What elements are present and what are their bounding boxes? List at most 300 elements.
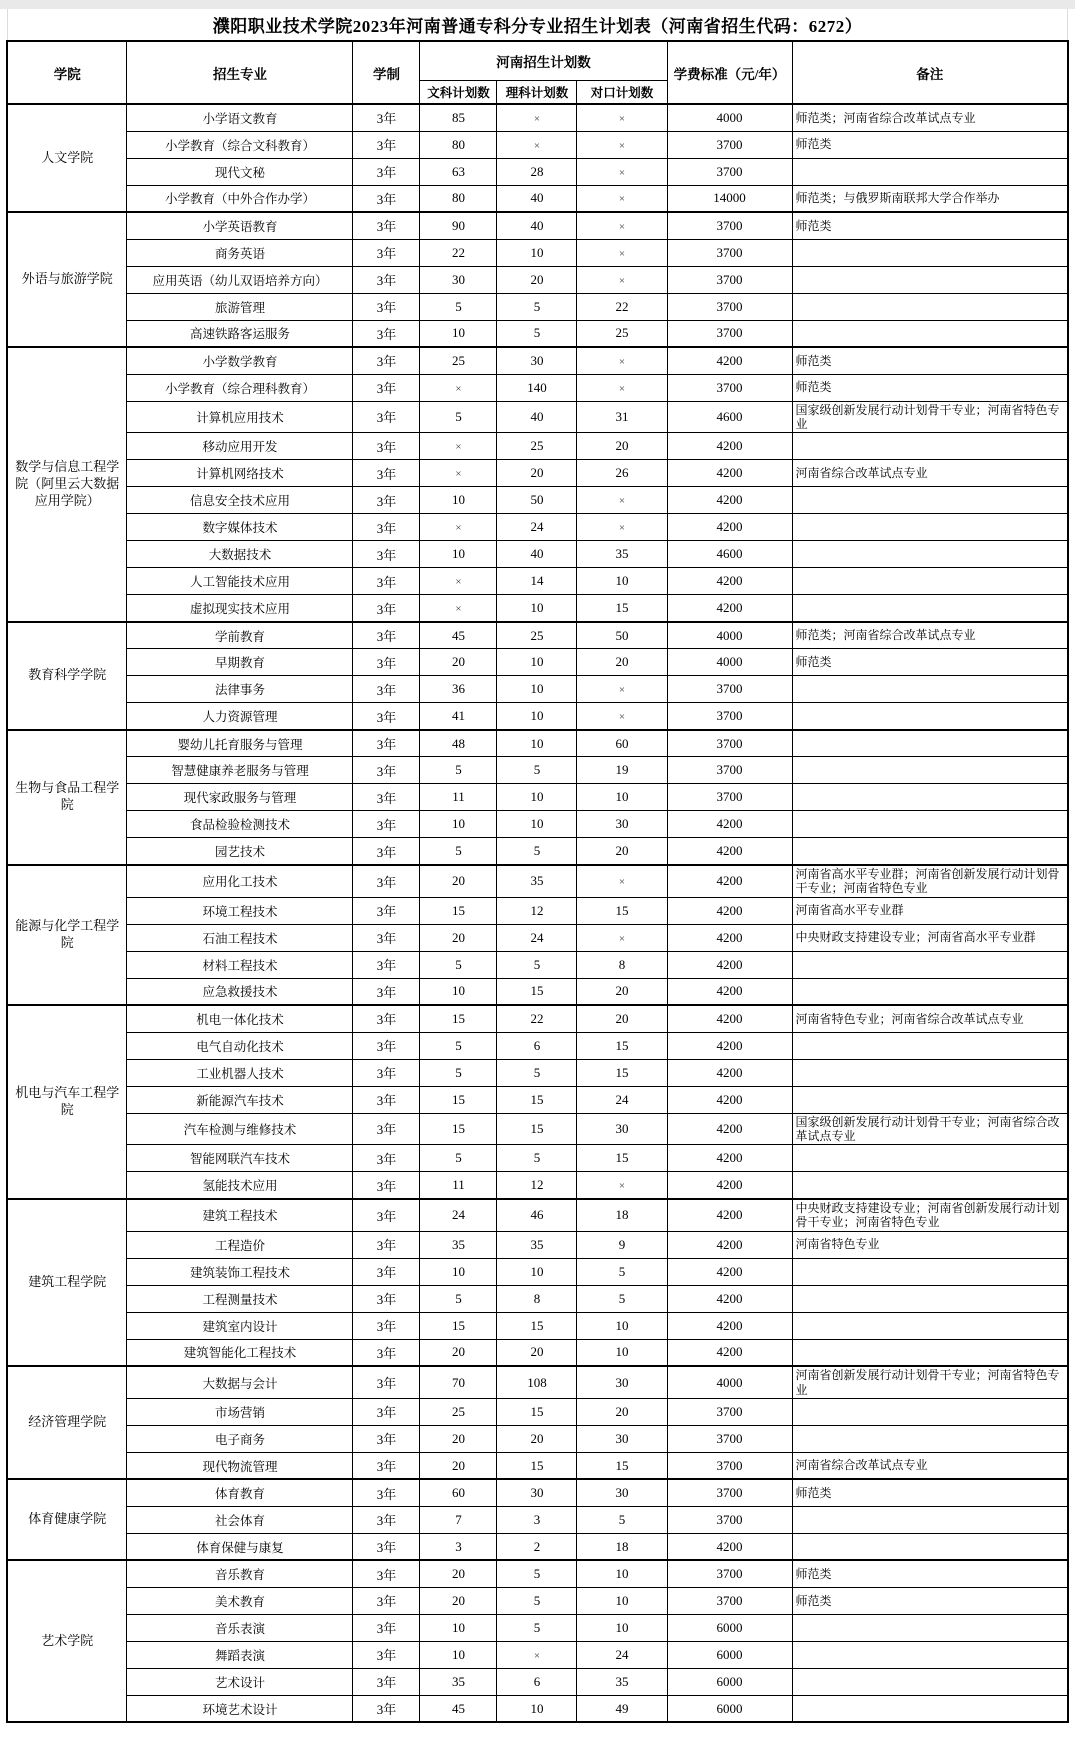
- counterpart-plan-cell: 5: [577, 1258, 667, 1285]
- x-mark: ×: [533, 112, 541, 125]
- counterpart-plan-cell: 30: [577, 811, 667, 838]
- science-plan-cell: [497, 1641, 577, 1668]
- counterpart-plan-cell: 8: [577, 951, 667, 978]
- tuition-cell: 3700: [667, 266, 792, 293]
- duration-cell: 3年: [353, 1231, 420, 1258]
- header-row-1: [7, 41, 1068, 80]
- duration-cell: 3年: [353, 595, 420, 622]
- duration-cell: 3年: [353, 838, 420, 865]
- liberal-plan-cell: 10: [420, 487, 497, 514]
- science-plan-cell: 40: [497, 212, 577, 239]
- remark-cell: 师范类: [792, 1587, 1068, 1614]
- tuition-cell: 4200: [667, 1533, 792, 1560]
- counterpart-plan-cell: 22: [577, 293, 667, 320]
- tuition-cell: 4200: [667, 595, 792, 622]
- liberal-plan-cell: 5: [420, 1285, 497, 1312]
- counterpart-plan-cell: [577, 104, 667, 131]
- x-mark: ×: [618, 711, 626, 724]
- table-row: [7, 239, 1068, 266]
- major-cell: 小学教育（综合理科教育）: [127, 374, 353, 401]
- science-plan-cell: 28: [497, 158, 577, 185]
- counterpart-plan-cell: [577, 131, 667, 158]
- liberal-plan-cell: 10: [420, 1614, 497, 1641]
- science-plan-cell: 15: [497, 1113, 577, 1145]
- science-plan-cell: 8: [497, 1285, 577, 1312]
- counterpart-plan-cell: [577, 374, 667, 401]
- x-mark: ×: [618, 932, 626, 945]
- science-plan-cell: 40: [497, 185, 577, 212]
- science-plan-cell: 10: [497, 703, 577, 730]
- top-strip: [0, 0, 1075, 9]
- remark-cell: [792, 514, 1068, 541]
- table-row: [7, 433, 1068, 460]
- remark-cell: 河南省创新发展行动计划骨干专业；河南省特色专业: [792, 1366, 1068, 1398]
- liberal-plan-cell: 5: [420, 1145, 497, 1172]
- x-mark: ×: [455, 522, 462, 535]
- duration-cell: 3年: [353, 1506, 420, 1533]
- x-mark: ×: [618, 382, 626, 395]
- science-plan-cell: 14: [497, 568, 577, 595]
- science-plan-cell: 40: [497, 401, 577, 433]
- duration-cell: 3年: [353, 757, 420, 784]
- table-row: [7, 1560, 1068, 1587]
- table-row: [7, 1059, 1068, 1086]
- liberal-plan-cell: 85: [420, 104, 497, 131]
- liberal-plan-cell: 30: [420, 266, 497, 293]
- table-row: [7, 1339, 1068, 1366]
- liberal-plan-cell: 22: [420, 239, 497, 266]
- table-row: [7, 104, 1068, 131]
- major-cell: 小学教育（综合文科教育）: [127, 131, 353, 158]
- table-row: [7, 865, 1068, 897]
- tuition-cell: 4200: [667, 1145, 792, 1172]
- table-row: [7, 811, 1068, 838]
- science-plan-cell: 140: [497, 374, 577, 401]
- table-row: [7, 1614, 1068, 1641]
- liberal-plan-cell: 20: [420, 649, 497, 676]
- table-row: [7, 622, 1068, 649]
- science-plan-cell: 5: [497, 1145, 577, 1172]
- science-plan-cell: 6: [497, 1668, 577, 1695]
- tuition-cell: 4200: [667, 897, 792, 924]
- table-row: [7, 266, 1068, 293]
- major-cell: 舞蹈表演: [127, 1641, 353, 1668]
- major-cell: 小学语文教育: [127, 104, 353, 131]
- duration-cell: 3年: [353, 730, 420, 757]
- page-title: 濮阳职业技术学院2023年河南普通专科分专业招生计划表（河南省招生代码：6272）: [7, 9, 1068, 40]
- college-cell: 人文学院: [7, 104, 127, 212]
- major-cell: 工业机器人技术: [127, 1059, 353, 1086]
- x-mark: ×: [455, 441, 462, 454]
- science-plan-cell: 20: [497, 1425, 577, 1452]
- major-cell: 现代文秘: [127, 158, 353, 185]
- major-cell: 大数据与会计: [127, 1366, 353, 1398]
- tuition-cell: 3700: [667, 676, 792, 703]
- remark-cell: [792, 541, 1068, 568]
- counterpart-plan-cell: [577, 865, 667, 897]
- tuition-cell: 3700: [667, 131, 792, 158]
- major-cell: 信息安全技术应用: [127, 487, 353, 514]
- duration-cell: 3年: [353, 401, 420, 433]
- tuition-cell: 3700: [667, 730, 792, 757]
- science-plan-cell: 10: [497, 730, 577, 757]
- tuition-cell: 3700: [667, 158, 792, 185]
- liberal-plan-cell: [420, 374, 497, 401]
- table-row: [7, 487, 1068, 514]
- counterpart-plan-cell: 10: [577, 784, 667, 811]
- major-cell: 石油工程技术: [127, 924, 353, 951]
- remark-cell: [792, 1145, 1068, 1172]
- tuition-cell: 4200: [667, 487, 792, 514]
- tuition-cell: 4200: [667, 1086, 792, 1113]
- table-row: [7, 1172, 1068, 1199]
- col-remarks: 备注: [792, 41, 1068, 104]
- duration-cell: 3年: [353, 104, 420, 131]
- remark-cell: [792, 239, 1068, 266]
- duration-cell: 3年: [353, 1005, 420, 1032]
- remark-cell: [792, 838, 1068, 865]
- counterpart-plan-cell: 50: [577, 622, 667, 649]
- tuition-cell: 6000: [667, 1668, 792, 1695]
- science-plan-cell: 5: [497, 838, 577, 865]
- table-row: [7, 978, 1068, 1005]
- table-row: [7, 951, 1068, 978]
- duration-cell: 3年: [353, 1172, 420, 1199]
- major-cell: 商务英语: [127, 239, 353, 266]
- liberal-plan-cell: [420, 595, 497, 622]
- remark-cell: 师范类；河南省综合改革试点专业: [792, 104, 1068, 131]
- remark-cell: [792, 1506, 1068, 1533]
- liberal-plan-cell: 5: [420, 293, 497, 320]
- counterpart-plan-cell: 30: [577, 1366, 667, 1398]
- x-mark: ×: [618, 684, 626, 697]
- duration-cell: 3年: [353, 433, 420, 460]
- liberal-plan-cell: 20: [420, 1560, 497, 1587]
- remark-cell: [792, 1425, 1068, 1452]
- science-plan-cell: 10: [497, 649, 577, 676]
- tuition-cell: 6000: [667, 1695, 792, 1722]
- liberal-plan-cell: 60: [420, 1479, 497, 1506]
- duration-cell: 3年: [353, 1258, 420, 1285]
- science-plan-cell: 10: [497, 1695, 577, 1722]
- table-row: [7, 131, 1068, 158]
- major-cell: 计算机应用技术: [127, 401, 353, 433]
- table-row: [7, 897, 1068, 924]
- counterpart-plan-cell: 18: [577, 1199, 667, 1231]
- tuition-cell: 6000: [667, 1614, 792, 1641]
- liberal-plan-cell: 48: [420, 730, 497, 757]
- tuition-cell: 4200: [667, 433, 792, 460]
- major-cell: 音乐表演: [127, 1614, 353, 1641]
- col-duration: 学制: [353, 41, 420, 104]
- liberal-plan-cell: 5: [420, 951, 497, 978]
- table-row: [7, 185, 1068, 212]
- counterpart-plan-cell: 25: [577, 320, 667, 347]
- liberal-plan-cell: 20: [420, 865, 497, 897]
- table-row: [7, 1452, 1068, 1479]
- table-row: [7, 212, 1068, 239]
- science-plan-cell: 10: [497, 595, 577, 622]
- science-plan-cell: 10: [497, 1258, 577, 1285]
- liberal-plan-cell: 10: [420, 320, 497, 347]
- science-plan-cell: 35: [497, 865, 577, 897]
- table-row: [7, 1231, 1068, 1258]
- x-mark: ×: [455, 576, 462, 589]
- major-cell: 体育保健与康复: [127, 1533, 353, 1560]
- remark-cell: 师范类: [792, 374, 1068, 401]
- tuition-cell: 3700: [667, 293, 792, 320]
- x-mark: ×: [455, 603, 462, 616]
- duration-cell: 3年: [353, 1587, 420, 1614]
- remark-cell: [792, 951, 1068, 978]
- remark-cell: 河南省高水平专业群；河南省创新发展行动计划骨干专业；河南省特色专业: [792, 865, 1068, 897]
- remark-cell: 国家级创新发展行动计划骨干专业；河南省综合改革试点专业: [792, 1113, 1068, 1145]
- x-mark: ×: [618, 112, 626, 125]
- counterpart-plan-cell: 35: [577, 541, 667, 568]
- science-plan-cell: 30: [497, 347, 577, 374]
- remark-cell: [792, 568, 1068, 595]
- remark-cell: [792, 784, 1068, 811]
- major-cell: 艺术设计: [127, 1668, 353, 1695]
- remark-cell: [792, 730, 1068, 757]
- remark-cell: [792, 1614, 1068, 1641]
- x-mark: ×: [533, 1649, 541, 1662]
- liberal-plan-cell: 35: [420, 1231, 497, 1258]
- science-plan-cell: [497, 104, 577, 131]
- table-row: [7, 838, 1068, 865]
- major-cell: 智能网联汽车技术: [127, 1145, 353, 1172]
- tuition-cell: 3700: [667, 757, 792, 784]
- remark-cell: 河南省高水平专业群: [792, 897, 1068, 924]
- counterpart-plan-cell: 15: [577, 1452, 667, 1479]
- remark-cell: 中央财政支持建设专业；河南省创新发展行动计划骨干专业；河南省特色专业: [792, 1199, 1068, 1231]
- table-row: [7, 1506, 1068, 1533]
- science-plan-cell: 25: [497, 622, 577, 649]
- liberal-plan-cell: 5: [420, 1059, 497, 1086]
- remark-cell: [792, 1641, 1068, 1668]
- table-row: [7, 1398, 1068, 1425]
- tuition-cell: 4000: [667, 622, 792, 649]
- col-liberal-plan: 文科计划数: [420, 80, 497, 104]
- science-plan-cell: [497, 131, 577, 158]
- major-cell: 早期教育: [127, 649, 353, 676]
- liberal-plan-cell: 36: [420, 676, 497, 703]
- liberal-plan-cell: 11: [420, 784, 497, 811]
- liberal-plan-cell: 7: [420, 1506, 497, 1533]
- counterpart-plan-cell: 10: [577, 1587, 667, 1614]
- major-cell: 建筑装饰工程技术: [127, 1258, 353, 1285]
- tuition-cell: 3700: [667, 1479, 792, 1506]
- tuition-cell: 4600: [667, 541, 792, 568]
- major-cell: 学前教育: [127, 622, 353, 649]
- counterpart-plan-cell: 20: [577, 649, 667, 676]
- col-henan-plan-group: 河南招生计划数: [420, 41, 667, 80]
- duration-cell: 3年: [353, 1285, 420, 1312]
- counterpart-plan-cell: 26: [577, 460, 667, 487]
- table-row: [7, 1425, 1068, 1452]
- tuition-cell: 3700: [667, 1425, 792, 1452]
- remark-cell: 河南省综合改革试点专业: [792, 1452, 1068, 1479]
- tuition-cell: 4600: [667, 401, 792, 433]
- tuition-cell: 4200: [667, 514, 792, 541]
- tuition-cell: 3700: [667, 1506, 792, 1533]
- liberal-plan-cell: 5: [420, 757, 497, 784]
- x-mark: ×: [618, 274, 626, 287]
- tuition-cell: 4200: [667, 1258, 792, 1285]
- x-mark: ×: [618, 1180, 626, 1193]
- table-row: [7, 514, 1068, 541]
- remark-cell: 国家级创新发展行动计划骨干专业；河南省特色专业: [792, 401, 1068, 433]
- tuition-cell: 4200: [667, 865, 792, 897]
- x-mark: ×: [455, 382, 462, 395]
- duration-cell: 3年: [353, 1479, 420, 1506]
- college-cell: 经济管理学院: [7, 1366, 127, 1479]
- duration-cell: 3年: [353, 924, 420, 951]
- major-cell: 旅游管理: [127, 293, 353, 320]
- tuition-cell: 3700: [667, 784, 792, 811]
- major-cell: 材料工程技术: [127, 951, 353, 978]
- science-plan-cell: 12: [497, 1172, 577, 1199]
- counterpart-plan-cell: 49: [577, 1695, 667, 1722]
- table-row: [7, 374, 1068, 401]
- major-cell: 机电一体化技术: [127, 1005, 353, 1032]
- counterpart-plan-cell: [577, 158, 667, 185]
- major-cell: 园艺技术: [127, 838, 353, 865]
- table-row: [7, 1005, 1068, 1032]
- tuition-cell: 4200: [667, 951, 792, 978]
- liberal-plan-cell: 90: [420, 212, 497, 239]
- liberal-plan-cell: 10: [420, 1641, 497, 1668]
- major-cell: 现代家政服务与管理: [127, 784, 353, 811]
- tuition-cell: 3700: [667, 239, 792, 266]
- college-cell: 数学与信息工程学院（阿里云大数据应用学院）: [7, 347, 127, 622]
- table-row: [7, 1113, 1068, 1145]
- major-cell: 市场营销: [127, 1398, 353, 1425]
- counterpart-plan-cell: 10: [577, 1614, 667, 1641]
- science-plan-cell: 2: [497, 1533, 577, 1560]
- tuition-cell: 4200: [667, 924, 792, 951]
- duration-cell: 3年: [353, 811, 420, 838]
- science-plan-cell: 20: [497, 460, 577, 487]
- counterpart-plan-cell: 15: [577, 595, 667, 622]
- liberal-plan-cell: [420, 433, 497, 460]
- liberal-plan-cell: 15: [420, 1086, 497, 1113]
- tuition-cell: 4200: [667, 1172, 792, 1199]
- tuition-cell: 4200: [667, 1059, 792, 1086]
- remark-cell: [792, 811, 1068, 838]
- duration-cell: 3年: [353, 1641, 420, 1668]
- liberal-plan-cell: 15: [420, 1005, 497, 1032]
- counterpart-plan-cell: 20: [577, 978, 667, 1005]
- major-cell: 应急救援技术: [127, 978, 353, 1005]
- science-plan-cell: 5: [497, 757, 577, 784]
- remark-cell: [792, 293, 1068, 320]
- remark-cell: 师范类: [792, 1560, 1068, 1587]
- duration-cell: 3年: [353, 1059, 420, 1086]
- tuition-cell: 14000: [667, 185, 792, 212]
- remark-cell: 师范类: [792, 212, 1068, 239]
- tuition-cell: 4200: [667, 1032, 792, 1059]
- liberal-plan-cell: 70: [420, 1366, 497, 1398]
- liberal-plan-cell: 35: [420, 1668, 497, 1695]
- major-cell: 虚拟现实技术应用: [127, 595, 353, 622]
- college-cell: 生物与食品工程学院: [7, 730, 127, 865]
- counterpart-plan-cell: 20: [577, 433, 667, 460]
- duration-cell: 3年: [353, 897, 420, 924]
- table-row: [7, 1366, 1068, 1398]
- table-row: [7, 1641, 1068, 1668]
- duration-cell: 3年: [353, 1145, 420, 1172]
- major-cell: 计算机网络技术: [127, 460, 353, 487]
- table-row: [7, 1533, 1068, 1560]
- duration-cell: 3年: [353, 239, 420, 266]
- major-cell: 建筑智能化工程技术: [127, 1339, 353, 1366]
- table-row: [7, 730, 1068, 757]
- science-plan-cell: 40: [497, 541, 577, 568]
- duration-cell: 3年: [353, 951, 420, 978]
- science-plan-cell: 30: [497, 1479, 577, 1506]
- table-row: [7, 784, 1068, 811]
- remark-cell: [792, 433, 1068, 460]
- tuition-cell: 4200: [667, 347, 792, 374]
- liberal-plan-cell: 15: [420, 897, 497, 924]
- major-cell: 应用化工技术: [127, 865, 353, 897]
- table-row: [7, 541, 1068, 568]
- table-row: [7, 1587, 1068, 1614]
- duration-cell: 3年: [353, 1113, 420, 1145]
- major-cell: 电子商务: [127, 1425, 353, 1452]
- counterpart-plan-cell: 15: [577, 1059, 667, 1086]
- counterpart-plan-cell: [577, 212, 667, 239]
- counterpart-plan-cell: 15: [577, 897, 667, 924]
- liberal-plan-cell: [420, 568, 497, 595]
- duration-cell: 3年: [353, 1560, 420, 1587]
- remark-cell: 师范类: [792, 1479, 1068, 1506]
- tuition-cell: 3700: [667, 1587, 792, 1614]
- college-cell: 外语与旅游学院: [7, 212, 127, 347]
- table-row: [7, 1668, 1068, 1695]
- col-counterpart-plan: 对口计划数: [577, 80, 667, 104]
- remark-cell: 河南省特色专业: [792, 1231, 1068, 1258]
- duration-cell: 3年: [353, 1032, 420, 1059]
- counterpart-plan-cell: 10: [577, 1339, 667, 1366]
- admission-plan-table: [6, 40, 1069, 1723]
- liberal-plan-cell: 10: [420, 1258, 497, 1285]
- major-cell: 环境工程技术: [127, 897, 353, 924]
- duration-cell: 3年: [353, 1366, 420, 1398]
- duration-cell: 3年: [353, 1695, 420, 1722]
- college-cell: 艺术学院: [7, 1560, 127, 1722]
- counterpart-plan-cell: 18: [577, 1533, 667, 1560]
- science-plan-cell: 35: [497, 1231, 577, 1258]
- remark-cell: [792, 1285, 1068, 1312]
- tuition-cell: 4200: [667, 1113, 792, 1145]
- remark-cell: [792, 1059, 1068, 1086]
- liberal-plan-cell: 5: [420, 1032, 497, 1059]
- liberal-plan-cell: 80: [420, 131, 497, 158]
- counterpart-plan-cell: 10: [577, 568, 667, 595]
- x-mark: ×: [618, 522, 626, 535]
- duration-cell: 3年: [353, 131, 420, 158]
- duration-cell: 3年: [353, 293, 420, 320]
- science-plan-cell: 15: [497, 1452, 577, 1479]
- tuition-cell: 4200: [667, 568, 792, 595]
- science-plan-cell: 5: [497, 951, 577, 978]
- table-row: [7, 460, 1068, 487]
- x-mark: ×: [455, 468, 462, 481]
- counterpart-plan-cell: [577, 266, 667, 293]
- tuition-cell: 3700: [667, 703, 792, 730]
